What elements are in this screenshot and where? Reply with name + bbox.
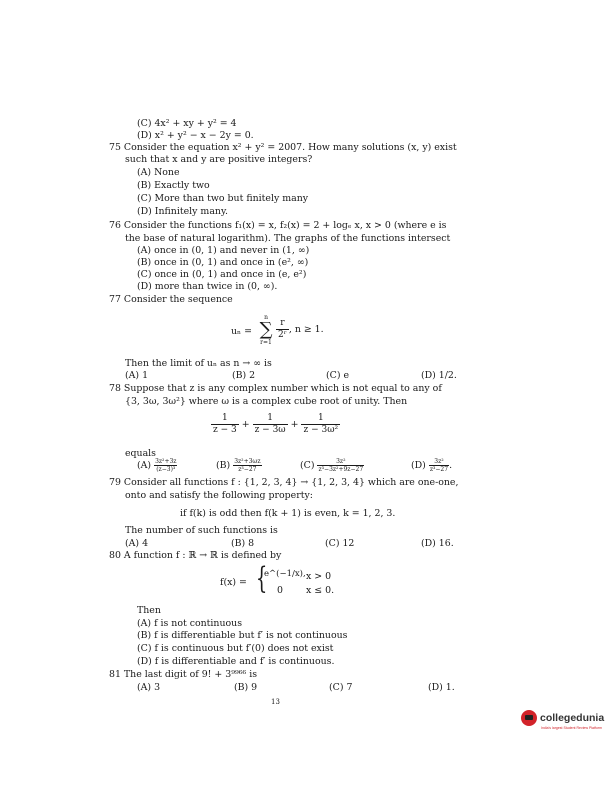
q79-property: if f(k) is odd then f(k + 1) is even, k = 1, 2, 3. xyxy=(180,508,396,519)
option-label: (A) xyxy=(137,460,152,471)
option-d-numerator: 3z² xyxy=(429,458,449,466)
sequence-tail: , n ≥ 1. xyxy=(288,324,324,335)
frac3-denominator: z − 3ω² xyxy=(303,425,339,435)
option-c-numerator: 3z² xyxy=(317,458,364,466)
q76-option-c: (C) once in (0, 1) and once in (e, e²) xyxy=(137,269,307,280)
q79-option-d: (D) 16. xyxy=(421,538,454,549)
q75-option-b: (B) Exactly two xyxy=(137,180,210,191)
option-c: (C) 4x² + xy + y² = 4 xyxy=(137,118,237,129)
option-label: (C) xyxy=(300,460,315,471)
sigma-symbol: ∑ xyxy=(259,319,273,340)
q80-option-a: (A) f is not continuous xyxy=(137,618,243,629)
q81-option-c: (C) 7 xyxy=(329,682,353,693)
q75-option-a: (A) None xyxy=(137,167,180,178)
frac2-numerator: 1 xyxy=(253,413,288,425)
q77-option-a: (A) 1 xyxy=(125,370,149,381)
question-78-text: 78 Suppose that z is any complex number which is not equal to any of xyxy=(109,383,442,394)
sum-lower-limit: r=1 xyxy=(260,339,272,346)
q76-option-a: (A) once in (0, 1) and never in (1, ∞) xyxy=(137,245,310,256)
q81-option-d: (D) 1. xyxy=(428,682,455,693)
case1-condition: x > 0 xyxy=(306,571,332,582)
q79-option-a: (A) 4 xyxy=(125,538,149,549)
term-denominator: 2ʳ xyxy=(278,330,287,340)
q77-then-text: Then the limit of uₙ as n → ∞ is xyxy=(125,358,272,369)
q75-option-c: (C) More than two but finitely many xyxy=(137,193,309,204)
term-numerator: r xyxy=(276,318,289,330)
q80-then-text: Then xyxy=(137,605,161,616)
option-a-numerator: 3z²+3z xyxy=(155,458,177,465)
q79-option-b: (B) 8 xyxy=(231,538,255,549)
option-d-denominator: z³−27 xyxy=(429,466,449,473)
option-d: (D) x² + y² − x − 2y = 0. xyxy=(137,130,254,141)
case2-condition: x ≤ 0. xyxy=(306,585,335,596)
q77-option-b: (B) 2 xyxy=(232,370,256,381)
page-number: 13 xyxy=(271,698,280,706)
question-80-text: 80 A function f : ℝ → ℝ is defined by xyxy=(109,550,282,561)
q75-option-d: (D) Infinitely many. xyxy=(137,206,228,217)
q80-option-b: (B) f is differentiable but f′ is not continuous xyxy=(137,630,348,641)
logo-tagline: India's largest Student Review Platform xyxy=(541,726,602,730)
question-75-text: 75 Consider the equation x² + y² = 2007. How many solutions (x, y) exist xyxy=(109,142,457,153)
question-75-text-cont: such that x and y are positive integers? xyxy=(125,154,313,165)
q81-option-b: (B) 9 xyxy=(234,682,258,693)
q80-option-c: (C) f is continuous but f′(0) does not exist xyxy=(137,643,334,654)
summation xyxy=(256,314,276,346)
frac3-numerator: 1 xyxy=(301,413,340,425)
case1-expression: e^(−1/x), xyxy=(264,569,306,579)
frac1-denominator: z − 3 xyxy=(213,425,237,435)
q76-option-b: (B) once in (0, 1) and once in (e², ∞) xyxy=(137,257,309,268)
sum-upper-limit: n xyxy=(264,314,268,321)
logo-text: collegedunia xyxy=(540,712,605,724)
plus-sign: + xyxy=(241,419,250,430)
collegedunia-logo[interactable] xyxy=(521,710,604,726)
option-label: (B) xyxy=(216,460,231,471)
question-79-text: 79 Consider all functions f : {1, 2, 3, 4} → {1, 2, 3, 4} which are one-one, xyxy=(109,477,459,488)
option-d-period: . xyxy=(449,460,453,471)
graduation-cap-icon xyxy=(521,710,537,726)
q77-option-c: (C) e xyxy=(326,370,350,381)
q80-option-d: (D) f is differentiable and f′ is continuous. xyxy=(137,656,335,667)
question-78-text-cont: {3, 3ω, 3ω²} where ω is a complex cube root of unity. Then xyxy=(125,396,408,407)
case2-expression: 0 xyxy=(277,585,283,596)
q78-option-c xyxy=(300,458,364,473)
option-b-denominator: z³−27 xyxy=(238,466,257,473)
q78-equals-text: equals xyxy=(125,448,156,459)
question-77-text: 77 Consider the sequence xyxy=(109,294,233,305)
sequence-lhs: uₙ = xyxy=(231,326,252,337)
q78-option-a xyxy=(137,458,177,473)
question-79-text-cont: onto and satisfy the following property: xyxy=(125,490,313,501)
q78-option-b xyxy=(216,458,262,473)
frac2-denominator: z − 3ω xyxy=(254,425,286,435)
option-label: (D) xyxy=(411,460,426,471)
q79-number-text: The number of such functions is xyxy=(125,525,278,536)
frac1-numerator: 1 xyxy=(211,413,239,425)
q78-option-d xyxy=(411,458,452,473)
q81-option-a: (A) 3 xyxy=(137,682,161,693)
sequence-term xyxy=(276,318,324,341)
piecewise-lhs: f(x) = xyxy=(220,577,247,588)
option-b-numerator: 3z²+3ωz xyxy=(234,458,261,465)
plus-sign: + xyxy=(290,419,299,430)
q77-option-d: (D) 1/2. xyxy=(421,370,457,381)
question-76-text: 76 Consider the functions f₁(x) = x, f₂(x) = 2 + logₑ x, x > 0 (where e is xyxy=(109,220,447,231)
q79-option-c: (C) 12 xyxy=(325,538,355,549)
option-c-denominator: z³−3z²+9z−27 xyxy=(318,466,364,473)
question-81-text: 81 The last digit of 9! + 3⁹⁹⁶⁶ is xyxy=(109,669,258,680)
q76-option-d: (D) more than twice in (0, ∞). xyxy=(137,281,278,292)
option-a-denominator: (z−3)³ xyxy=(156,466,176,473)
q78-expression xyxy=(211,413,340,436)
piecewise-brace: { xyxy=(255,561,268,596)
question-76-text-cont: the base of natural logarithm). The graphs of the functions intersect xyxy=(125,233,451,244)
